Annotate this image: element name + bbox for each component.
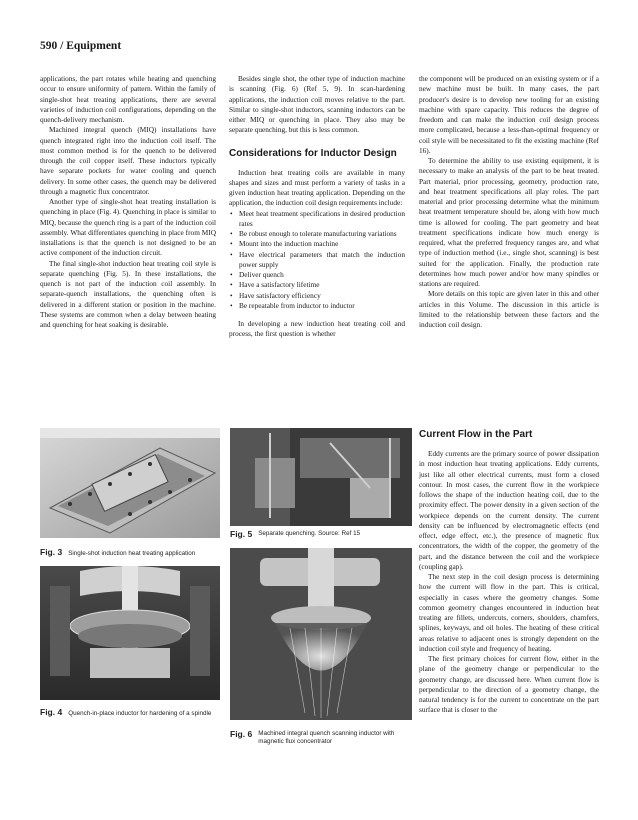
right-lower-text-column xyxy=(419,429,599,716)
list-item: • Have electrical parameters that match the induction power supply xyxy=(229,250,405,271)
paragraph: Eddy currents are the primary source of power dissipation in most induction heat treating applications. Eddy currents, just like all other electrical currents, must form a closed contour. In most cases, the current flow in the workpiece follows the shape of the induction heating coil, due to the proximity effect. The power density in a given section of the workpiece depends on the current density. The current density can be influenced by electromagnetic effects (end effect, edge effect, etc.), the presence of magnetic flux concentrators, the width of the copper, the geometry of the part, and the distance between the coil and the workpiece (coupling gap). xyxy=(419,449,599,571)
list-item: • Deliver quench xyxy=(229,270,405,280)
section-heading: Current Flow in the Part xyxy=(419,429,533,440)
list-item: • Have satisfactory efficiency xyxy=(229,291,405,301)
left-text-column xyxy=(40,74,216,330)
figure-6-photo xyxy=(230,548,412,720)
list-item: • Have a satisfactory lifetime xyxy=(229,280,405,290)
figure-5-caption xyxy=(230,530,412,538)
figure-label: Fig. 3 xyxy=(40,547,63,557)
paragraph: Machined integral quench (MIQ) installations have quench integrated right into the induction coil itself. The most common method is for the quench to be delivered through the coil copper itself. These inductors typically have separate pockets for water cooling and quench delivery. In some other cases, the quench may be delivered through a magnetic flux concentrator. xyxy=(40,125,216,196)
paragraph: In developing a new induction heat treating coil and process, the first question is whether xyxy=(229,319,405,339)
paragraph: the component will be produced on an existing system or if a new machine must be built. In many cases, the part producer's desire is to develop new tooling for an existing machine with spare capacity. This reduces the degree of freedom and can make the induction coil design process more complicated, because a less-than-optimal frequency or coil style will be necessitated to fit the existing machine (Ref 16). xyxy=(419,74,599,155)
paragraph: The final single-shot induction heat treating coil style is separate quenching (Fig. 5). In these installations, the quench is not part of the induction coil assembly. In separate-quench installations, the quenching often is delivered in a different station or position in the machine. These systems are common when a delay between heating and quenching for heat soaking is desirable. xyxy=(40,258,216,329)
right-text-column xyxy=(419,74,599,330)
figure-6-caption xyxy=(230,730,412,746)
figure-4-caption xyxy=(40,708,232,718)
figure-label: Fig. 5 xyxy=(230,529,253,539)
list-item: • Meet heat treatment specifications in desired production rates xyxy=(229,209,405,230)
paragraph: More details on this topic are given later in this and other articles in this Volume. The discussion in this article is limited to the relationship between these factors and the induction coil design. xyxy=(419,289,599,329)
paragraph: applications, the part rotates while heating and quenching occur to ensure uniformity of pattern. Within the family of single-shot heat treating applications, there are several varieties of induction coil configurations, depending on the quench-delivery mechanism. xyxy=(40,74,216,124)
list-item: • Mount into the induction machine xyxy=(229,239,405,249)
figure-label: Fig. 4 xyxy=(40,707,63,717)
page-header: 590 / Equipment xyxy=(40,40,122,52)
figure-caption-text: Single-shot induction heat treating application xyxy=(68,550,196,557)
paragraph: The next step in the coil design process is determining how the current will flow in the part. This is critical, especially in cases where the geometry changes. Some common geometry changes encountered in induction heat treating are fillets, undercuts, corners, shoulders, chamfers, splines, keyways, and oil holes. The heating of these critical areas relative to adjacent ones is strongly dependent on the induction coil style and frequency of heating. xyxy=(419,572,599,653)
paragraph: To determine the ability to use existing equipment, it is necessary to make an analysis of the part to be heat treated. Part material, prior processing, geometry, production rate, and heat treatment specifications all play roles. The part material and prior processing determine what the minimum heat treatment temperature should be, along with how much time is allowed for cooling. The part geometry and heat treatment specifications indicate how much energy is required, what the preferred frequency ranges are, and what type of induction method (i.e., single shot, scanning) is best suited for the application. Finally, the production rate determines how much power and/or how many spindles or stations are required. xyxy=(419,156,599,288)
figure-3-caption xyxy=(40,548,230,558)
figure-label: Fig. 6 xyxy=(230,729,253,739)
middle-text-column xyxy=(229,74,405,340)
list-item: • Be robust enough to tolerate manufacturing variations xyxy=(229,229,405,239)
requirements-list xyxy=(229,209,405,312)
figure-3-photo xyxy=(40,428,220,538)
figure-caption-text: Separate quenching. Source: Ref 15 xyxy=(258,530,361,537)
figure-caption-text: Quench-in-place inductor for hardening of a spindle xyxy=(68,710,212,717)
figure-4-photo xyxy=(40,566,220,700)
paragraph: Besides single shot, the other type of induction machine is scanning (Fig. 6) (Ref 5, 9). In scan-hardening applications, the induction coil moves relative to the part. Similar to single-shot inductors, scanning inductors can be either MIQ or quenching in place. They also may be separate quenching, but this is less common. xyxy=(229,74,405,135)
section-heading: Considerations for Inductor Design xyxy=(229,147,397,159)
figure-5-photo xyxy=(230,428,412,526)
paragraph: The first primary choices for current flow, either in the plane of the geometry change or perpendicular to the geometry change, are discussed here. When current flow is perpendicular to the direction of a geometry change, the natural tendency is for the current to concentrate on the part surface that is closer to the xyxy=(419,654,599,715)
paragraph: Induction heat treating coils are available in many shapes and sizes and must perform a variety of tasks in a given induction heat treating application. Depending on the application, the induction coil design requirements include: xyxy=(229,167,405,208)
paragraph: Another type of single-shot heat treating installation is quenching in place (Fig. 4). Quenching in place is similar to MIQ, because the quench ring is a part of the induction coil assembly. What differentiates quenching in place from MIQ installations is that the quench is not designed to be an active component of the induction circuit. xyxy=(40,197,216,258)
figure-caption-text: Machined integral quench scanning inductor with magnetic flux concentrator xyxy=(258,730,395,745)
list-item: • Be repeatable from inductor to inductor xyxy=(229,301,405,311)
